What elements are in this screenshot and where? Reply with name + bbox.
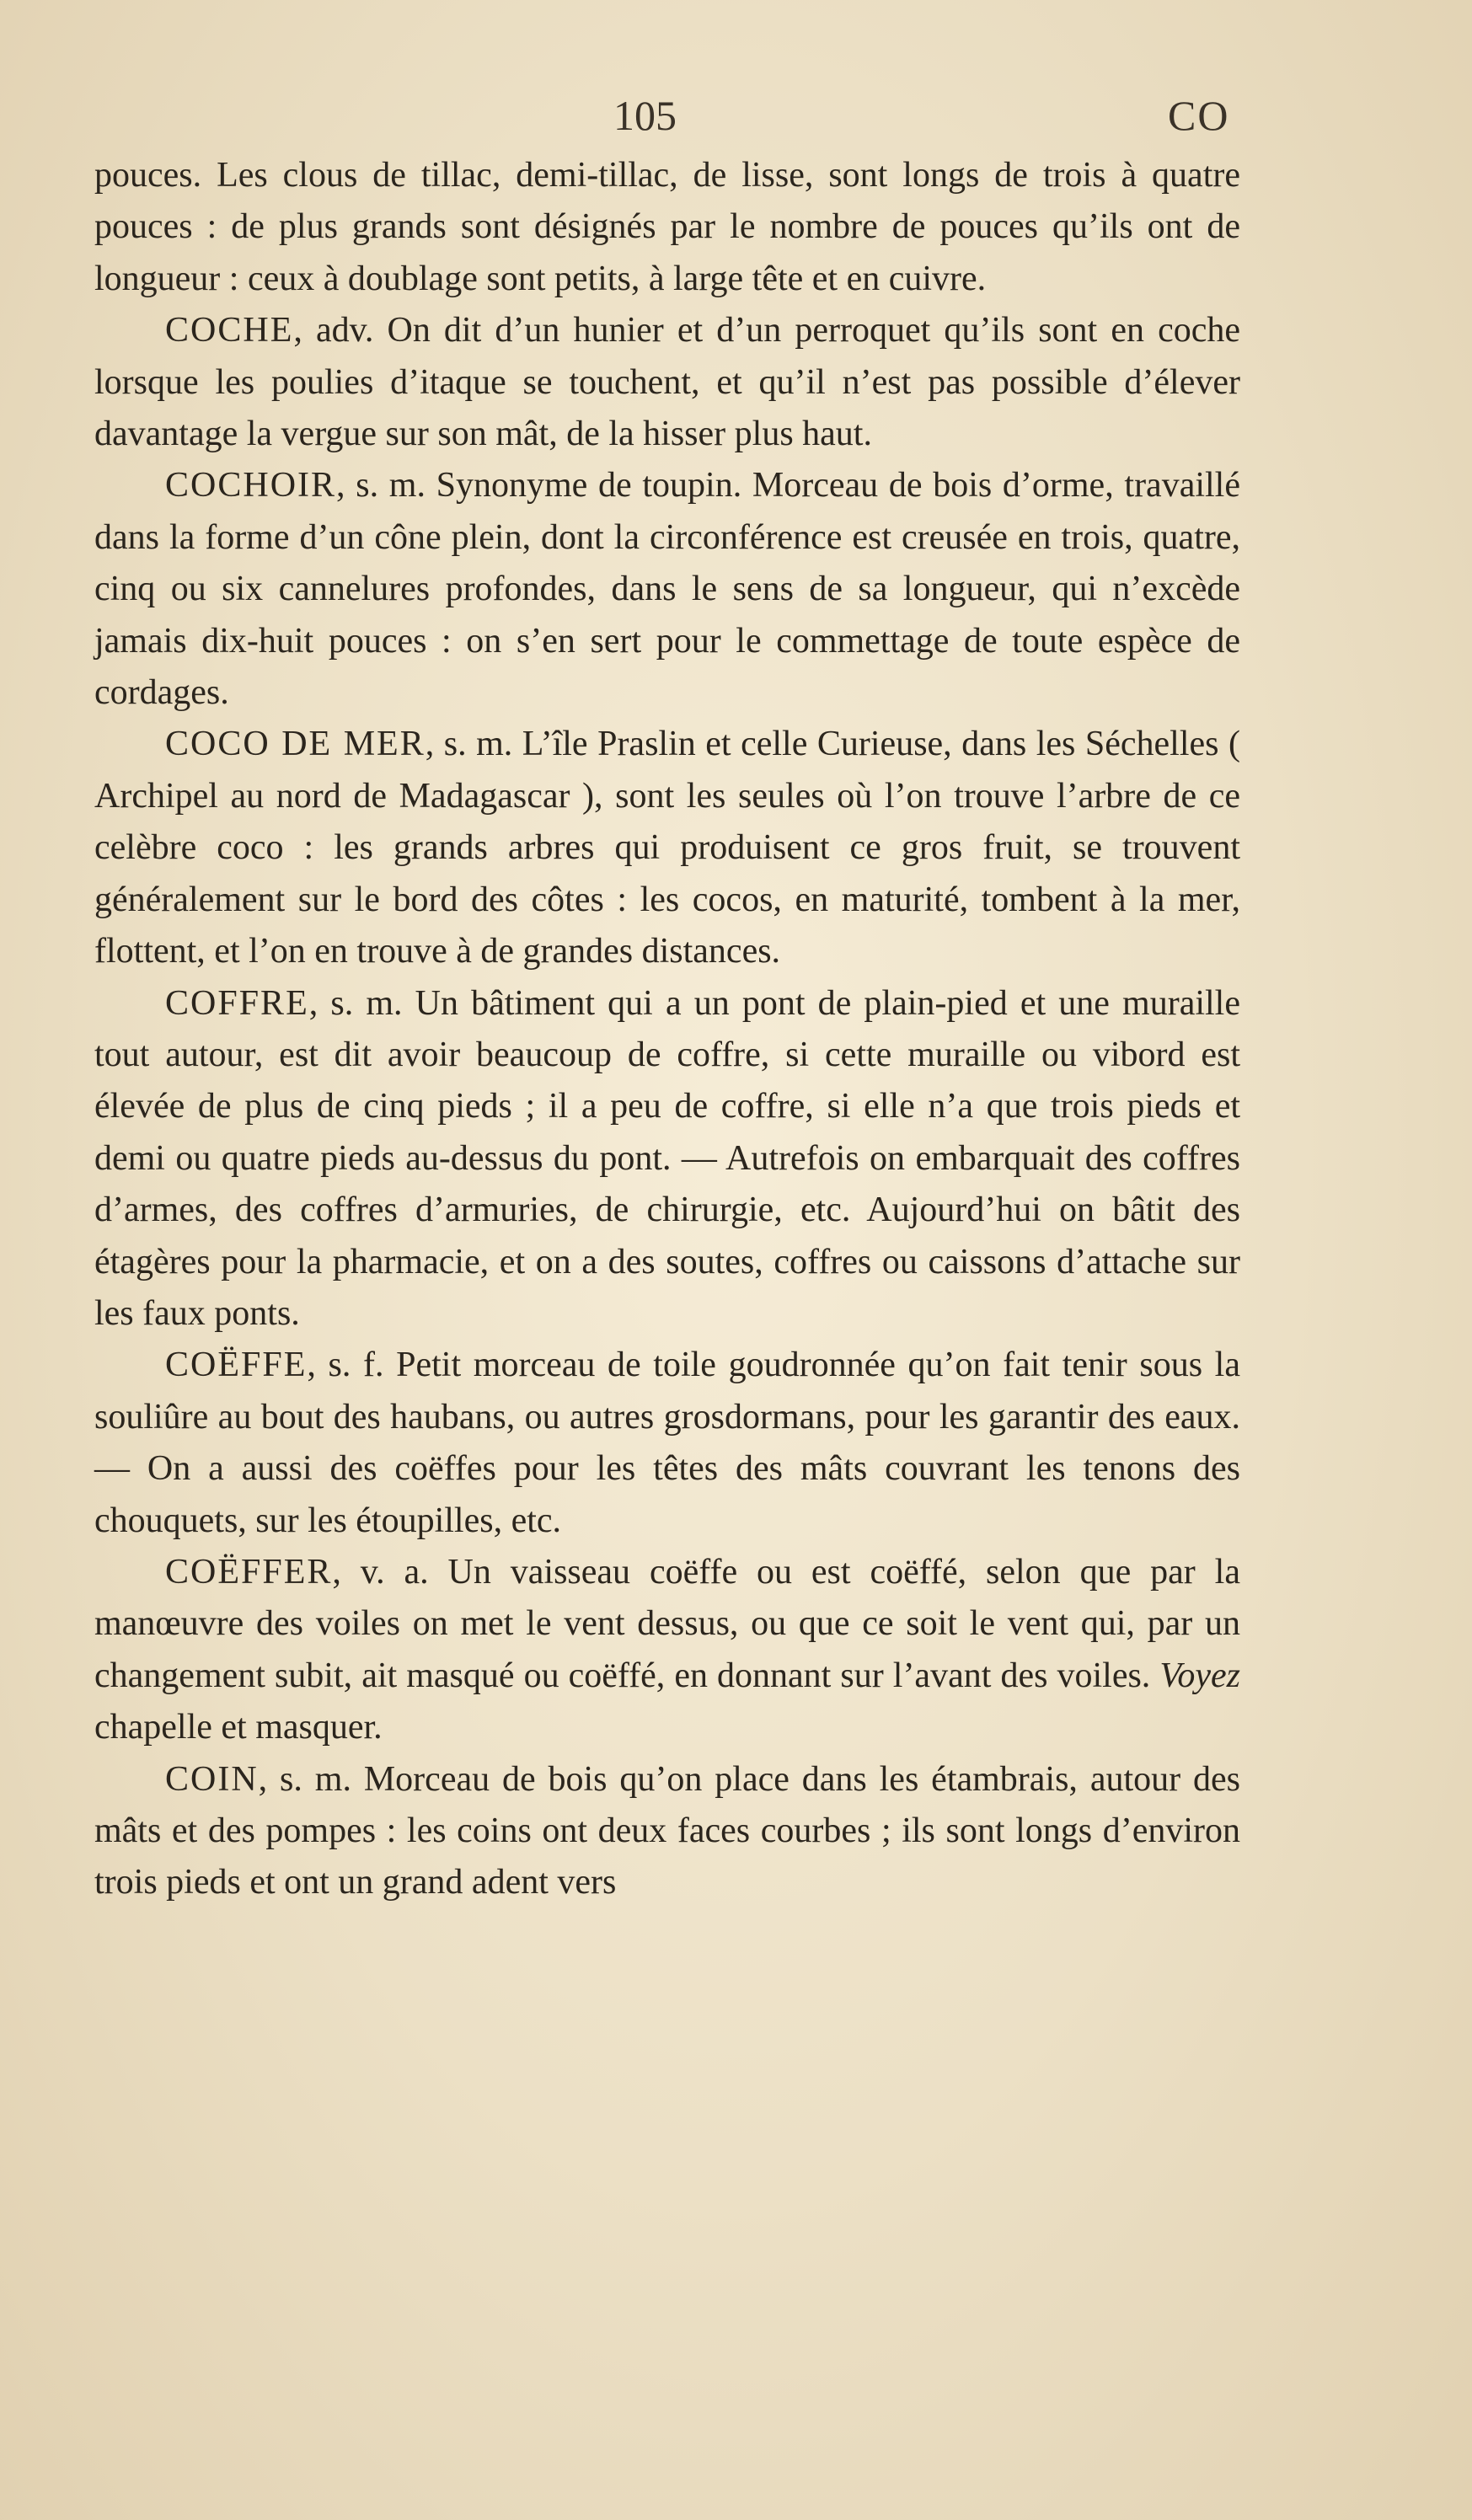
entry-headword: COËFFE (165, 1346, 308, 1385)
entry-headword: COCO DE MER (165, 725, 426, 764)
entry-definition: , s. m. Un bâtiment qui a un pont de plain-pied et une muraille tout autour, est dit avoir beaucoup de coffre, si cette muraille ou vibord est élevée de plus de cinq pieds ; il a peu de coffre, si elle n’a que trois pieds et demi ou quatre pieds au-dessus du pont. — Autrefois on embarquait des coffres d’armes, des coffres d’armuries, de chirurgie, etc. Aujourd’hui on bâtit des étagères pour la pharmacie, et on a des soutes, coffres ou caissons d’attache sur les faux ponts. (94, 983, 1240, 1333)
entry-headword: COIN (165, 1759, 259, 1799)
entry-headword: COFFRE (165, 983, 309, 1023)
entry-definition: , s. m. Morceau de bois qu’on place dans les étambrais, autour des mâts et des pompes : les coins ont deux faces courbes ; ils sont longs d’environ trois pieds et ont un grand adent vers (94, 1759, 1240, 1902)
paragraph-text: pouces. Les clous de tillac, demi-tillac, de lisse, sont longs de trois à quatre pouces : de plus grands sont désignés par le nombre de pouces qu’ils ont de longueur : ceux à doublage sont petits, à large tête et en cuivre. (94, 156, 1240, 298)
running-head (0, 91, 1472, 158)
page-number: 105 (613, 92, 677, 139)
entry-coeffer (94, 1547, 1240, 1754)
entry-headword: COËFFER (165, 1552, 333, 1592)
dictionary-text (94, 150, 1240, 1909)
entry-definition: , s. m. L’île Praslin et celle Curieuse, dans les Séchelles ( Archipel au nord de Madagascar ), sont les seules où l’on trouve l’arbre de ce celèbre coco : les grands arbres qui produisent ce gros fruit, se trouvent généralement sur le bord des côtes : les cocos, en maturité, tombent à la mer, flottent, et l’on en trouve à de grandes distances. (94, 725, 1240, 971)
entry-headword: COCHOIR (165, 466, 337, 506)
entry-headword: COCHE (165, 311, 294, 350)
entry-definition: , s. f. Petit morceau de toile goudronnée qu’on fait tenir sous la souliûre au bout des haubans, ou autres grosdormans, pour les garantir des eaux. — On a aussi des coëffes pour les têtes des mâts couvrant les tenons des chouquets, sur les étoupilles, etc. (94, 1346, 1240, 1540)
entry-definition-end: chapelle et masquer. (94, 1708, 383, 1747)
entry-coche (94, 305, 1240, 460)
entry-cochoir (94, 460, 1240, 719)
entry-definition: , adv. On dit d’un hunier et d’un perroquet qu’ils sont en coche lorsque les poulies d’itaque se touchent, et qu’il n’est pas possible d’élever davantage la vergue sur son mât, de la hisser plus haut. (94, 311, 1240, 454)
entry-coeffe (94, 1340, 1240, 1547)
running-head-letters: CO (1168, 92, 1230, 139)
entry-definition: , v. a. Un vaisseau coëffe ou est coëffé, selon que par la manœuvre des voiles on met le vent dessus, ou que ce soit le vent qui, par un changement subit, ait masqué ou coëffé, en donnant sur l’avant des voiles. (94, 1552, 1240, 1695)
entry-coin (94, 1754, 1240, 1909)
continuation-paragraph (94, 150, 1240, 305)
cross-reference: Voyez (1159, 1656, 1240, 1695)
entry-coco-de-mer (94, 719, 1240, 977)
entry-coffre (94, 978, 1240, 1340)
entry-definition: , s. m. Synonyme de toupin. Morceau de bois d’orme, travaillé dans la forme d’un cône plein, dont la circonférence est creusée en trois, quatre, cinq ou six cannelures profondes, dans le sens de sa longueur, qui n’excède jamais dix-huit pouces : on s’en sert pour le commettage de toute espèce de cordages. (94, 466, 1240, 713)
